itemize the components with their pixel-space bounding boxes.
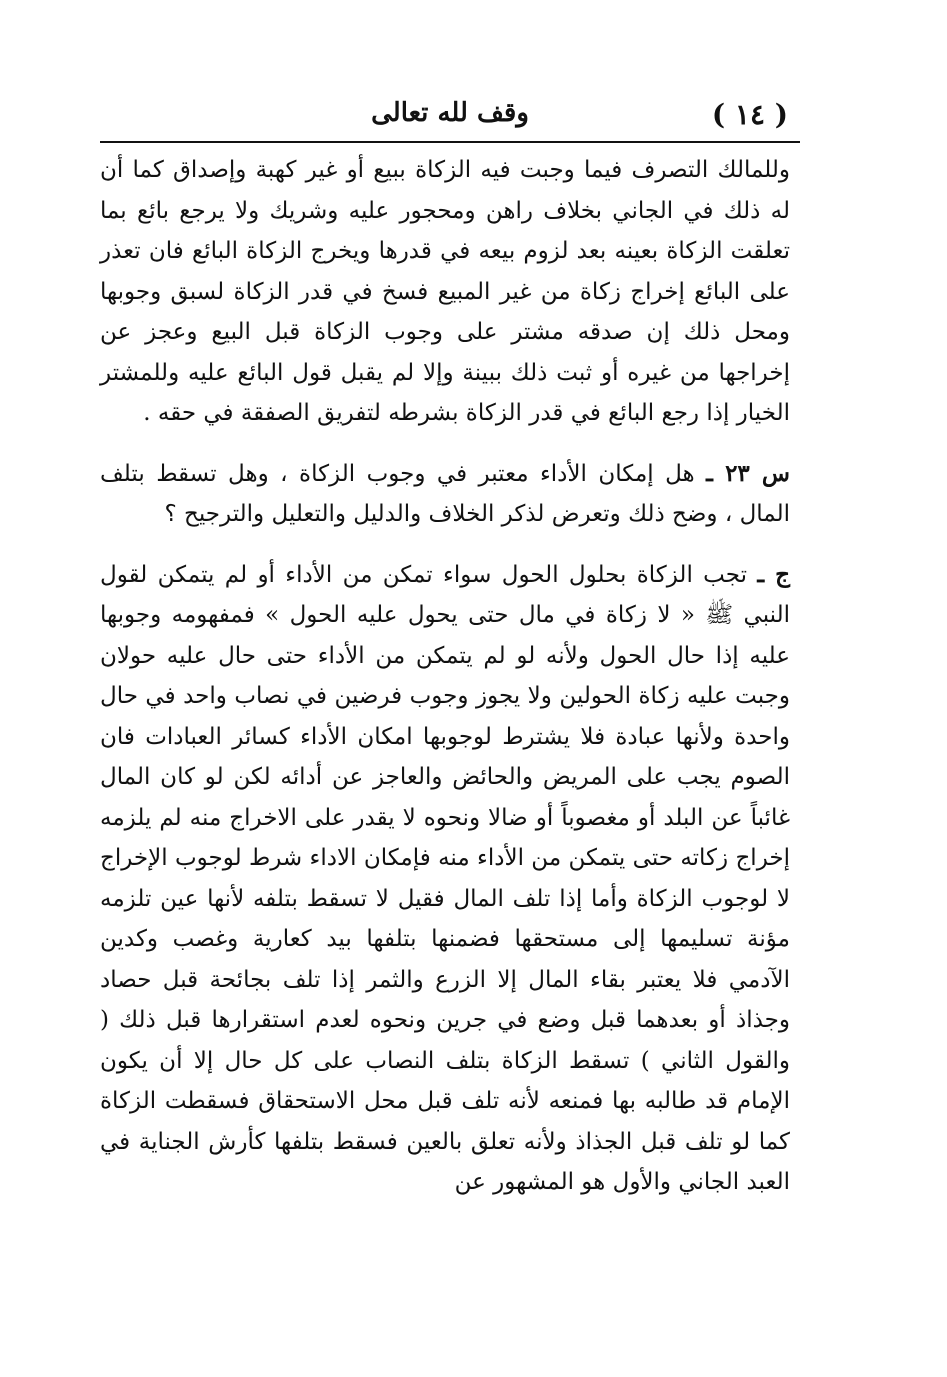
question-label: س ٢٣ ـ	[706, 459, 791, 487]
paragraph-text: وللمالك التصرف فيما وجبت فيه الزكاة ببيع أو غير كهبة وإصداق كما أن له ذلك في الجاني بخلاف راهن ومحجور عليه وشريك ولا يرجع بائع بما تعلقت الزكاة بعينه بعد لزوم بيعه في قدرها ويخرج الزكاة البائع فان تعذر على البائع إخراج زكاة من غير المبيع فسخ في قدر الزكاة لسبق وجوبها ومحل ذلك إن صدقه مشتر على وجوب الزكاة قبل البيع وعجز عن إخراجها من غيره أو ثبت ذلك ببينة وإلا لم يقبل قول البائع عليه وللمشتر الخيار إذا رجع البائع في قدر الزكاة بشرطه لتفريق الصفقة في حقه .	[100, 157, 790, 426]
answer-text: تجب الزكاة بحلول الحول سواء تمكن من الأداء أو لم يتمكن لقول النبي ﷺ « لا زكاة في مال حتى يحول عليه الحول » فمفهومه وجوبها عليه إذا حال الحول ولأنه لو لم يتمكن من الأداء حتى حال عليه حولان وجبت عليه زكاة الحولين ولا يجوز وجوب فرضين في نصاب واحد في حال واحدة ولأنها عبادة فلا يشترط لوجوبها امكان الأداء كسائر العبادات فان الصوم يجب على المريض والحائض والعاجز عن أدائه لكن لو كان المال غائباً عن البلد أو مغصوباً أو ضالا ونحوه لا يقدر على الاخراج منه لم يلزمه إخراج زكاته حتى يتمكن من الأداء منه فإمكان الاداء شرط لوجوب الإخراج لا لوجوب الزكاة وأما إذا تلف المال فقيل لا تسقط بتلفه لأنها عين تلزمه مؤنة تسليمها إلى مستحقها فضمنها بتلفها بيد كعارية وغصب وكدين الآدمي فلا يعتبر بقاء المال إلا الزرع والثمر إذا تلف بجائحة قبل حصاد وجذاذ أو بعدهما قبل وضع في جرين ونحوه لعدم استقرارها قبل ذلك ( والقول الثاني ) تسقط الزكاة بتلف النصاب على كل حال إلا أن يكون الإمام قد طالبه بها فمنعه لأنه تلف قبل محل الاستحقاق فسقطت الزكاة كما لو تلف قبل الجذاذ ولأنه تعلق بالعين فسقط بتلفها كأرش الجناية في العبد الجاني والأول هو المشهور عن	[100, 561, 790, 1195]
answer-label: ج ـ	[757, 560, 791, 588]
header-rule	[100, 141, 800, 143]
page-number: ( ١٤ )	[711, 98, 788, 131]
question-text: هل إمكان الأداء معتبر في وجوب الزكاة ، وهل تسقط بتلف المال ، وضح ذلك وتعرض لذكر الخلاف والدليل والتعليل والترجيح ؟	[100, 460, 790, 527]
body-text	[100, 150, 790, 1203]
page-header	[100, 92, 800, 142]
running-title: وقف لله تعالى	[371, 98, 529, 128]
paragraph-ruling	[100, 150, 790, 434]
question-paragraph	[100, 454, 790, 535]
answer-paragraph	[100, 555, 790, 1203]
